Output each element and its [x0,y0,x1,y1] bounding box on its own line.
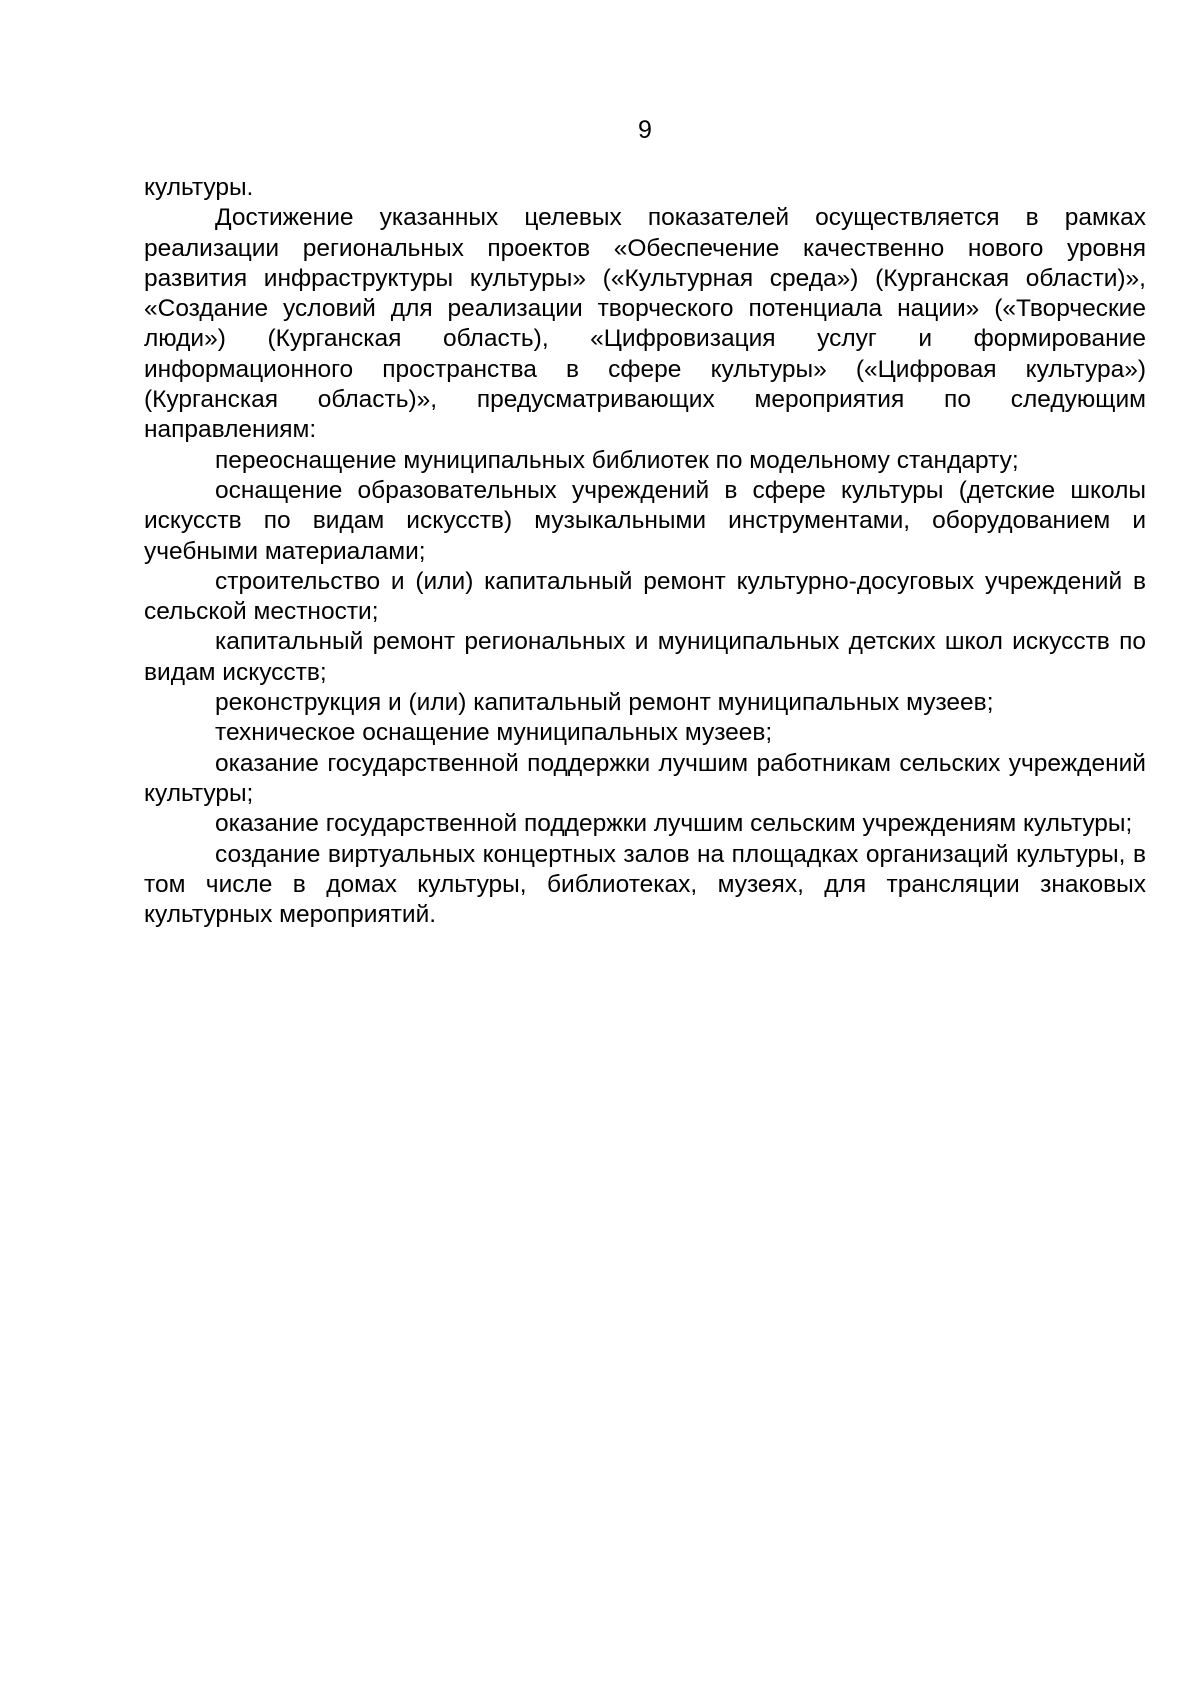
list-item: капитальный ремонт региональных и муниципальных детских школ искусств по видам искусств; [144,628,1146,686]
list-item: техническое оснащение муниципальных музеев; [215,719,773,747]
page-number: 9 [638,116,652,144]
list-item: строительство и (или) капитальный ремонт культурно-досуговых учреждений в сельской местности; [144,567,1146,626]
list-item: реконструкция и (или) капитальный ремонт муниципальных музеев; [215,689,994,717]
list-item: переоснащение муниципальных библиотек по модельному стандарту; [215,446,1019,474]
list-item: создание виртуальных концертных залов на площадках организаций культуры, в том числе в домах культуры, библиотеках, музеях, для трансляции знаковых культурных мероприятий. [144,840,1146,929]
document-body [144,173,1146,930]
list-item: оказание государственной поддержки лучшим работникам сельских учреждений культуры; [144,749,1146,807]
paragraph-intro: Достижение указанных целевых показателей осуществляется в рамках реализации региональных проектов «Обеспечение качественно нового уровня развития инфраструктуры культуры» («Культурная среда») (Курганская области)», «Создание условий для реализации творческого потенциала нации» («Творческие люди») (Курганская область), «Цифровизация услуг и формирование информационного пространства в сфере культуры» («Цифровая культура») (Курганская область)», предусматривающих мероприятия по следующим направлениям: [144,204,1146,444]
paragraph-continuation: культуры. [144,174,254,201]
list-item: оказание государственной поддержки лучшим сельским учреждениям культуры; [215,810,1133,838]
list-item: оснащение образовательных учреждений в сфере культуры (детские школы искусств по видам искусств) музыкальными инструментами, оборудованием и учебными материалами; [144,476,1146,565]
